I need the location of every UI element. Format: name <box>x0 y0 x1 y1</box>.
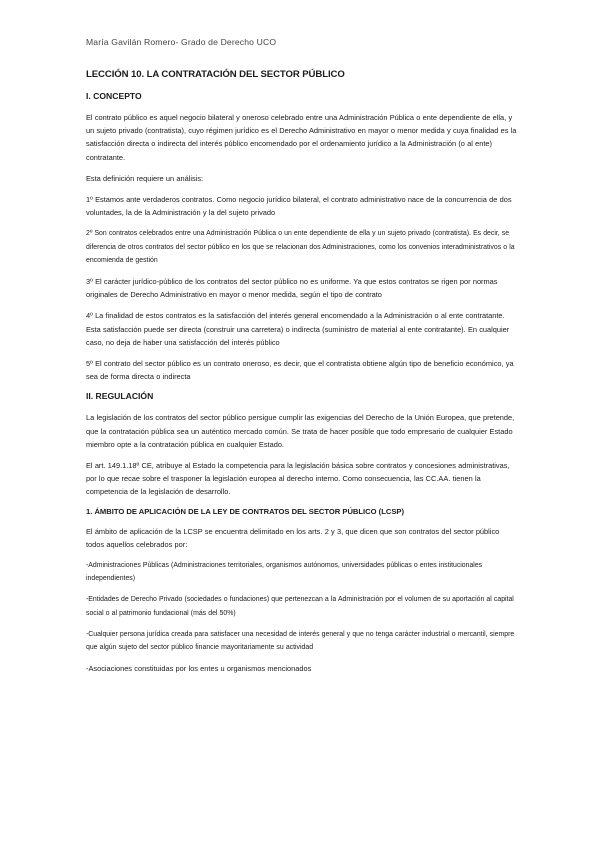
list-item-administraciones: -Administraciones Públicas (Administraciones territoriales, organismos autónomos, universidades públicas o entes institucionales independientes) <box>86 562 483 583</box>
scope-intro-paragraph: El ámbito de aplicación de la LCSP se encuentra delimitado en los arts. 2 y 3, que dicen que son contratos del sector público todos aquellos celebrados por: <box>86 526 500 549</box>
point-4-paragraph: 4º La finalidad de estos contratos es la satisfacción del interés general encomendado a la Administración o al ente contratante. Esta satisfacción puede ser directa (construir una carretera) o indirecta (suministro de material al ente contratante). En cualquier caso, no deja de haber una satisfacción del interés público <box>86 311 510 347</box>
point-2-paragraph: 2º Son contratos celebrados entre una Administración Pública o un ente dependiente de ella y un sujeto privado (contratista). Es decir, se diferencia de otros contratos del sector público en los que se relacionan dos Administraciones, como los convenios interadministrativos o la encomienda de gestión <box>86 230 515 264</box>
lesson-title: LECCIÓN 10. LA CONTRATACIÓN DEL SECTOR PÚBLICO <box>86 69 345 80</box>
regulation-eu-paragraph: La legislación de los contratos del sector público persigue cumplir las exigencias del Derecho de la Unión Europea, que pretende, que la contratación pública sea un auténtico mercado común. Se trata de hacer posible que todo empresario de cualquier Estado miembro opte a la contratación pública en cualquier Estado. <box>86 413 515 449</box>
point-5-paragraph: 5º El contrato del sector público es un contrato oneroso, es decir, que el contratista obtiene algún tipo de beneficio económico, ya sea de forma directa o indirecta <box>86 359 514 382</box>
running-header: María Gavilán Romero- Grado de Derecho UCO <box>86 37 277 47</box>
list-item-entidades: -Entidades de Derecho Privado (sociedades o fundaciones) que pertenezcan a la Administración por el volumen de su aportación al capital social o al patrimonio fundacional (más del 50%) <box>86 596 514 617</box>
concept-definition-paragraph: El contrato público es aquel negocio bilateral y oneroso celebrado entre una Administración Pública o ente dependiente de ella, y un sujeto privado (contratista), cuyo régimen jurídico es el Derecho Administrativo en mayor o menor medida y cuya finalidad es la satisfacción directa o indirecta del interés público encomendado por el ordenamiento jurídico a la Administración (o al ente) contratante. <box>86 113 517 162</box>
analysis-intro-paragraph: Esta definición requiere un análisis: <box>86 173 204 183</box>
section-heading-concepto: I. CONCEPTO <box>86 91 142 101</box>
subsection-heading-ambito: 1. ÁMBITO DE APLICACIÓN DE LA LEY DE CONTRATOS DEL SECTOR PÚBLICO (LCSP) <box>86 506 404 516</box>
section-heading-regulacion: II. REGULACIÓN <box>86 391 154 402</box>
point-3-paragraph: 3º El carácter jurídico-público de los contratos del sector público no es uniforme. Ya que estos contratos se rigen por normas originales de Derecho Administrativo en mayor o menor medida, según el tipo de contrato <box>86 277 498 300</box>
list-item-asociaciones: -Asociaciones constituidas por los entes u organismos mencionados <box>86 664 312 674</box>
regulation-ce-paragraph: El art. 149.1.18º CE, atribuye al Estado la competencia para la legislación básica sobre contratos y concesiones administrativas, por lo que recae sobre el trasponer la legislación europea al derecho interno. Como consecuencia, las CC.AA. tienen la competencia de la legislación de desarrollo. <box>86 461 510 497</box>
list-item-personas-juridicas: -Cualquier persona jurídica creada para satisfacer una necesidad de interés general y que no tenga carácter industrial o mercantil, siempre que algún sujeto del sector público financie mayoritariamente su actividad <box>86 630 515 652</box>
point-1-paragraph: 1º Estamos ante verdaderos contratos. Como negocio jurídico bilateral, el contrato administrativo nace de la concurrencia de dos voluntades, la de la Administración y la del sujeto privado <box>86 195 512 218</box>
document-body <box>86 69 518 684</box>
